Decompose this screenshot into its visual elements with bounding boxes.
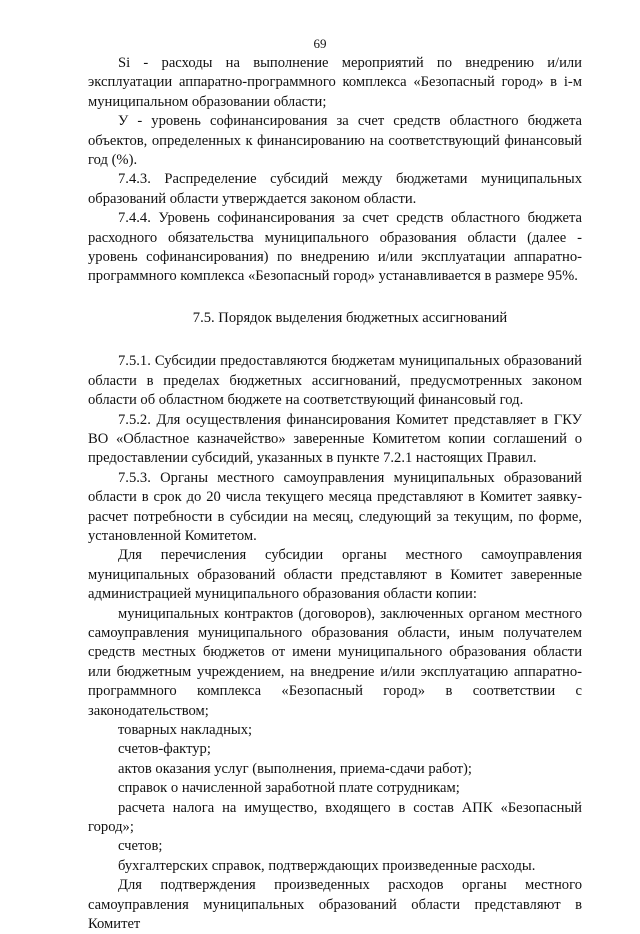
list-item: актов оказания услуг (выполнения, приема-сдачи работ); — [118, 760, 472, 777]
list-item: справок о начисленной заработной плате сотрудникам; — [118, 780, 460, 797]
paragraph-7-5-1: 7.5.1. Субсидии предоставляются бюджетам муниципальных образований области в пределах бюджетных ассигнований, предусмотренных законом области об областном бюджете на соответствующий финансовый год. — [88, 353, 582, 409]
list-item: счетов; — [118, 838, 163, 855]
paragraph-7-5-3: 7.5.3. Органы местного самоуправления муниципальных образований области в срок до 20 числа текущего месяца представляют в Комитет заявку-расчет потребности в субсидии на месяц, следующий за текущим, по форме, установленной Комитетом. — [88, 469, 582, 544]
paragraph-y-definition: У - уровень софинансирования за счет средств областного бюджета объектов, определенных к финансированию на соответствующий финансовый год (%). — [88, 113, 582, 169]
list-item: расчета налога на имущество, входящего в состав АПК «Безопасный город»; — [88, 799, 582, 836]
section-heading-7-5: 7.5. Порядок выделения бюджетных ассигнований — [192, 309, 508, 326]
paragraph-confirmation: Для подтверждения произведенных расходов органы местного самоуправления муниципальных образований области представляют в Комитет — [88, 877, 582, 933]
paragraph-transfer-intro: Для перечисления субсидии органы местного самоуправления муниципальных образований области представляют в Комитет заверенные администрацией муниципального образования области копии: — [88, 547, 582, 603]
paragraph-si-definition: Si - расходы на выполнение мероприятий по внедрению и/или эксплуатации аппаратно-программного комплекса «Безопасный город» в i-м муниципальном образовании области; — [88, 55, 582, 110]
paragraph-7-5-2: 7.5.2. Для осуществления финансирования Комитет представляет в ГКУ ВО «Областное казначейство» заверенные Комитетом копии соглашений о предоставлении субсидий, указанных в пункте 7.2.1 настоящих Правил. — [88, 411, 582, 467]
page-number: 69 — [313, 36, 327, 51]
document-body — [88, 54, 582, 934]
paragraph-contracts: муниципальных контрактов (договоров), заключенных органом местного самоуправления муниципального образования области, иным получателем средств местных бюджетов от имени муниципального образования области или бюджетным учреждением, на внедрение и/или эксплуатацию аппаратно-программного комплекса «Безопасный город» в соответствии с законодательством; — [88, 605, 582, 719]
list-item: счетов-фактур; — [118, 741, 211, 758]
paragraph-7-4-3: 7.4.3. Распределение субсидий между бюджетами муниципальных образований области утверждается законом области. — [88, 171, 582, 207]
list-item: бухгалтерских справок, подтверждающих произведенные расходы. — [118, 857, 536, 874]
paragraph-7-4-4: 7.4.4. Уровень софинансирования за счет средств областного бюджета расходного обязательства муниципального образования области (далее - уровень софинансирования) по внедрению и/или эксплуатации аппаратно-программного комплекса «Безопасный город» устанавливается в размере 95%. — [88, 210, 582, 285]
list-item: товарных накладных; — [118, 722, 253, 738]
